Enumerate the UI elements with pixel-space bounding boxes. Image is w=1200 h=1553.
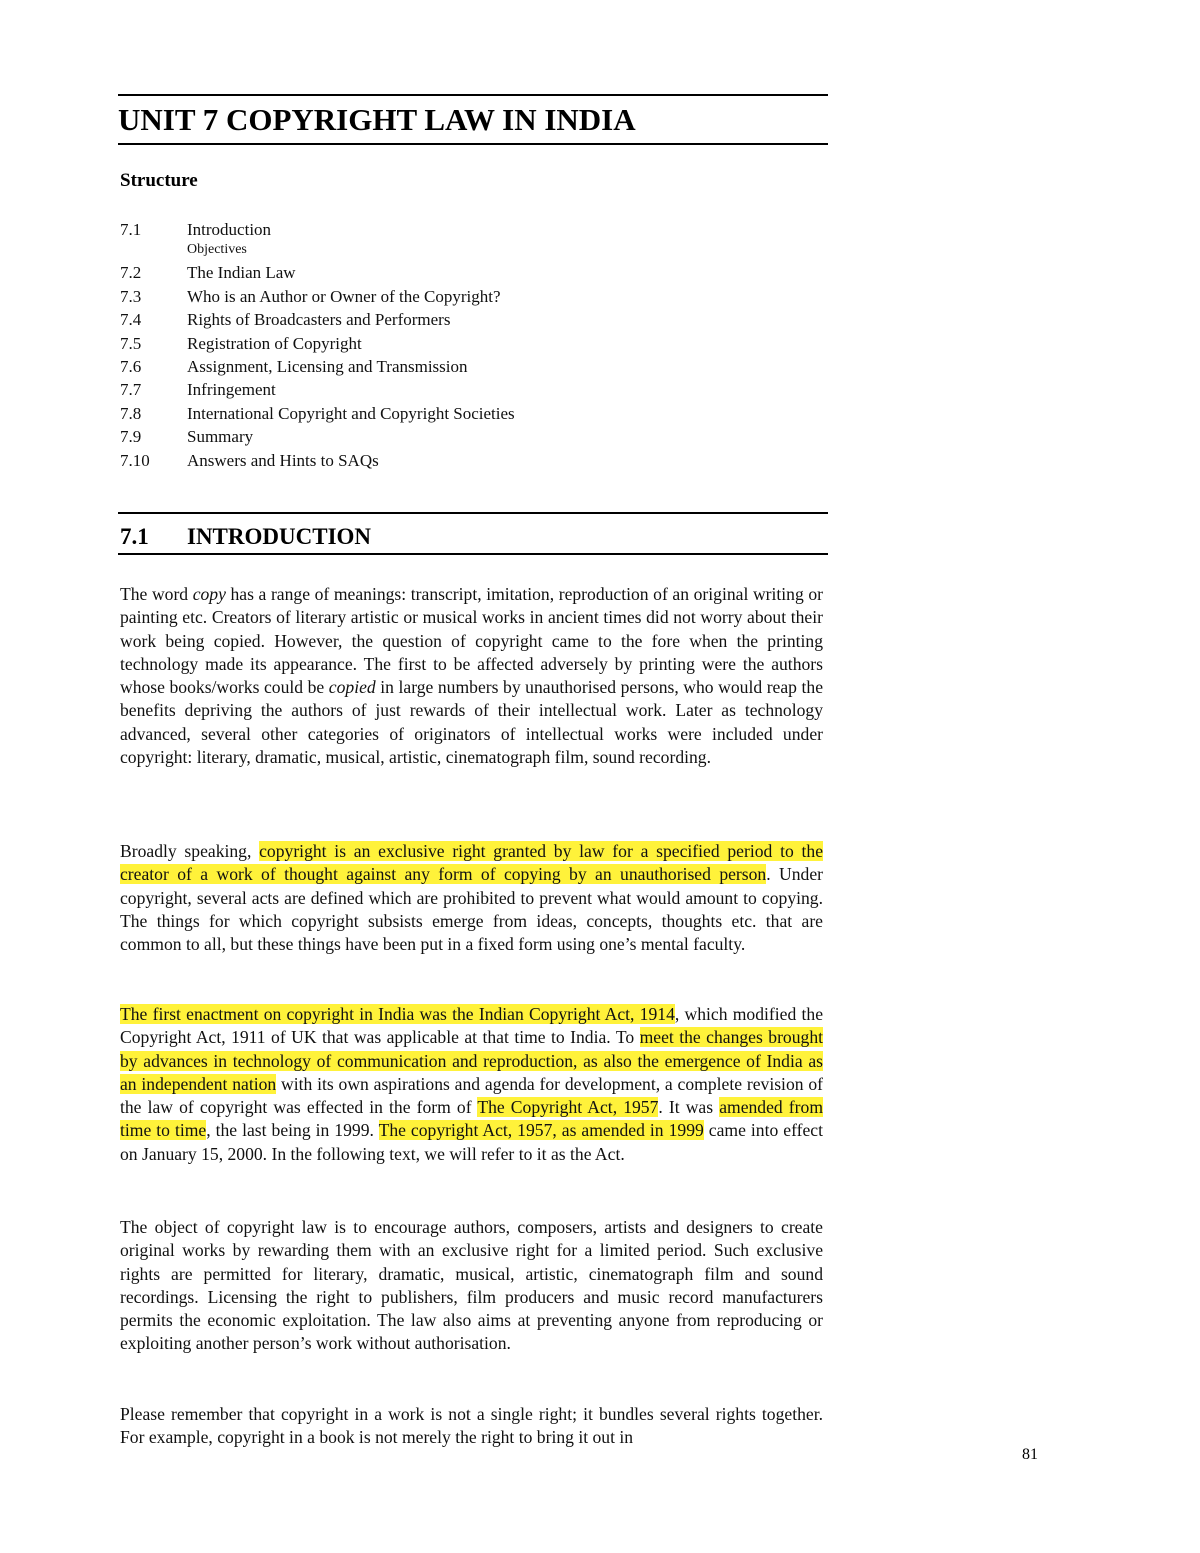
- text-run: came into effect on January 15, 2000. In the following text, we will refer to it as the Act.: [120, 1120, 823, 1164]
- toc-number: 7.10: [120, 450, 150, 470]
- toc-label: International Copyright and Copyright Societies: [187, 403, 515, 423]
- section-label: INTRODUCTION: [187, 524, 372, 549]
- text-run: . It was: [658, 1097, 720, 1118]
- paragraph-1: [120, 583, 823, 769]
- highlighted-text: meet the changes brought by advances in technology of communication and reproduction, as also the emergence of India as an independent nation: [120, 1027, 823, 1094]
- page-number: 81: [1022, 1446, 1038, 1463]
- structure-heading: Structure: [120, 170, 198, 191]
- text-run: with its own aspirations and agenda for development, a complete revision of the law of copyright was effected in the form of: [120, 1073, 823, 1118]
- toc-item: [120, 308, 720, 331]
- text-run: , which modified the Copyright Act, 1911 of UK that was applicable at that time to India. To: [120, 1004, 823, 1048]
- toc-number: 7.2: [120, 263, 142, 283]
- toc-label: Who is an Author or Owner of the Copyright?: [187, 286, 501, 306]
- highlighted-text: amended from time to time: [120, 1097, 824, 1141]
- paragraph-4: The object of copyright law is to encourage authors, composers, artists and designers to create original works by rewarding them with an exclusive right for a limited period. Such exclusive rights are permitted for literary, dramatic, musical, artistic, cinematograph film and sound recordings. Licensing the right to publishers, film producers and music record manufacturers permits the economic exploitation. The law also aims at preventing anyone from reproducing or exploiting another person’s work without authorisation.: [120, 1217, 823, 1354]
- toc-number: 7.9: [120, 427, 142, 447]
- paragraph-3: [120, 1003, 823, 1166]
- text-run: , the last being in 1999.: [206, 1120, 379, 1141]
- toc-label: Introduction: [187, 220, 272, 239]
- toc-label: Answers and Hints to SAQs: [187, 450, 379, 470]
- toc-label: Infringement: [187, 380, 276, 400]
- toc-number: 7.6: [120, 356, 142, 376]
- table-of-contents: [120, 218, 720, 472]
- text-run: . Under copyright, several acts are defined which are prohibited to prevent what would amount to copying. The things for which copyright subsists emerge from ideas, concepts, thoughts etc. that are common to all, but these things have been put in a fixed form using one’s mental faculty.: [120, 864, 823, 955]
- toc-item: [120, 285, 720, 308]
- toc-item: [120, 218, 720, 241]
- text-run: Broadly speaking,: [120, 841, 260, 861]
- paragraph-5: Please remember that copyright in a work is not a single right; it bundles several rights together. For example, copyright in a book is not merely the right to bring it out in: [120, 1404, 823, 1448]
- toc-number: 7.4: [120, 310, 142, 330]
- toc-label: Rights of Broadcasters and Performers: [187, 310, 451, 330]
- toc-number: 7.5: [120, 333, 142, 353]
- section-title: [120, 520, 371, 554]
- highlighted-text: The first enactment on copyright in India was the Indian Copyright Act, 1914: [120, 1004, 675, 1024]
- highlighted-text: The Copyright Act, 1957: [477, 1097, 659, 1118]
- emphasis-text: copied: [328, 677, 376, 698]
- toc-item: [120, 425, 720, 448]
- section-top-rule: [118, 512, 828, 514]
- section-number: 7.1: [120, 524, 149, 549]
- highlighted-text: copyright is an exclusive right granted by law for a specified period to the creator of a work of thought against any form of copying by an unauthorised person: [120, 841, 823, 885]
- section-bottom-rule: [118, 553, 828, 555]
- toc-item: [120, 378, 720, 401]
- toc-item: [120, 355, 720, 378]
- text-run: in large numbers by unauthorised persons, who would reap the benefits depriving the authors of just rewards of their intellectual work. Later as technology advanced, several other categories of originators of intellectual works were included under copyright: literary, dramatic, musical, artistic, cinematograph film, sound recording.: [120, 677, 824, 768]
- toc-subitem: Objectives: [187, 242, 247, 258]
- toc-item: [120, 449, 720, 472]
- toc-label: Assignment, Licensing and Transmission: [187, 356, 468, 376]
- title-bottom-rule: [118, 143, 828, 145]
- toc-label: Summary: [187, 427, 254, 447]
- toc-item: [120, 332, 720, 355]
- text-run: The word: [120, 584, 193, 604]
- text-run: has a range of meanings: transcript, imitation, reproduction of an original writing or painting etc. Creators of literary artistic or musical works in ancient times did not worry about their work being copied. However, the question of copyright came to the fore when the printing technology made its appearance. The first to be affected adversely by printing were the authors whose books/works could be: [120, 584, 824, 698]
- toc-number: 7.1: [120, 220, 142, 239]
- toc-item: [120, 261, 720, 284]
- toc-number: 7.7: [120, 380, 142, 400]
- emphasis-text: copy: [192, 584, 226, 604]
- paragraph-2: [120, 840, 823, 956]
- highlighted-text: The copyright Act, 1957, as amended in 1999: [378, 1120, 704, 1141]
- title-top-rule: [118, 94, 828, 96]
- toc-number: 7.3: [120, 286, 142, 306]
- unit-title: UNIT 7 COPYRIGHT LAW IN INDIA: [118, 102, 636, 137]
- toc-item: [120, 402, 720, 425]
- toc-number: 7.8: [120, 403, 142, 423]
- toc-label: Registration of Copyright: [187, 333, 362, 353]
- toc-label: The Indian Law: [187, 263, 296, 283]
